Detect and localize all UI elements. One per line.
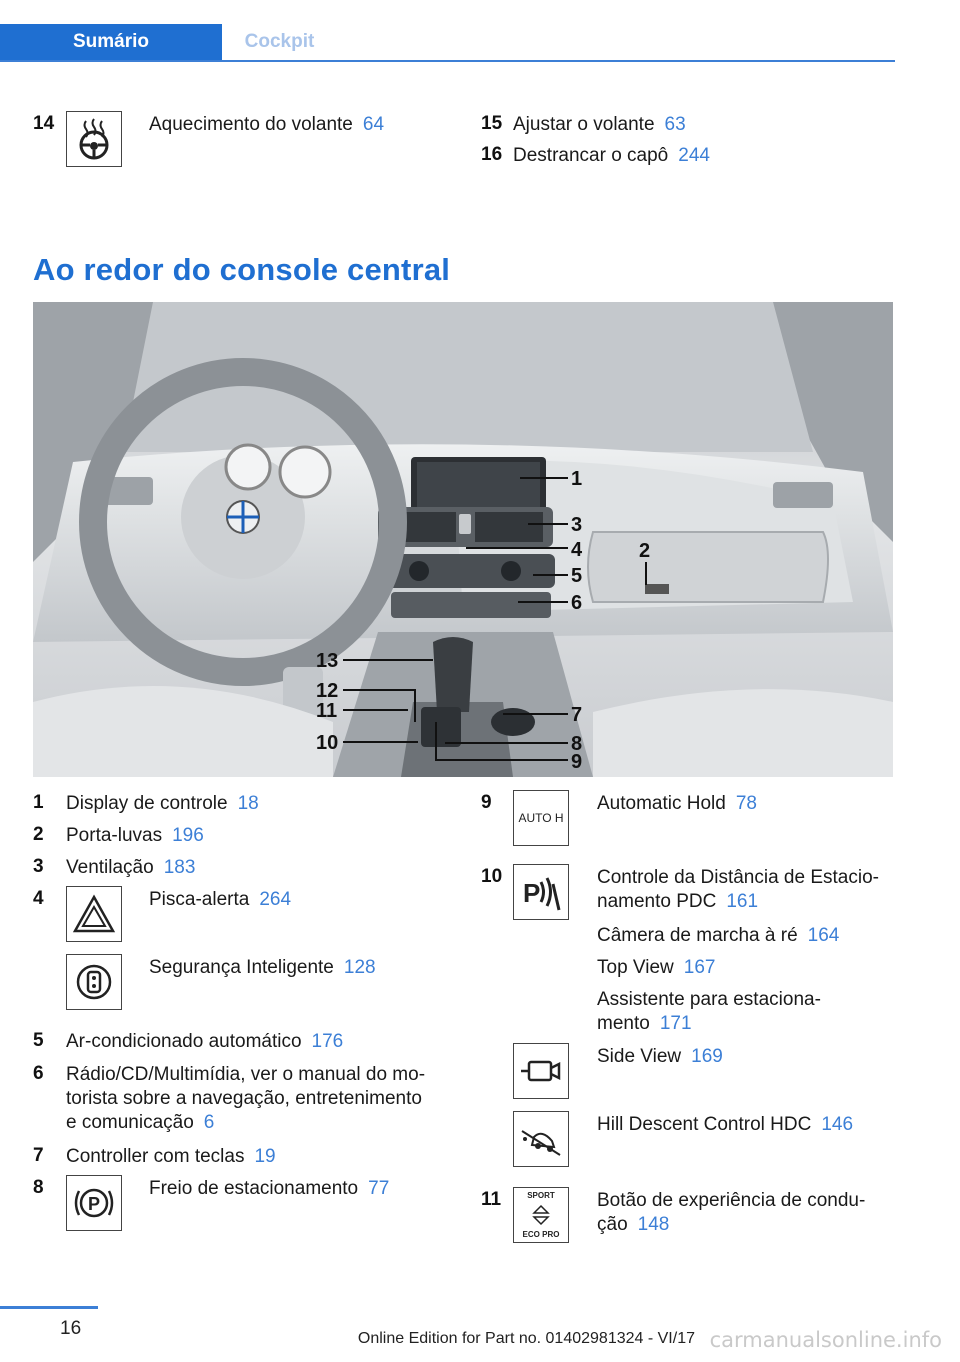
callout-9: 9 xyxy=(571,751,583,773)
page-link[interactable]: 146 xyxy=(821,1114,854,1135)
item-label: Ar-condicionado automático 176 xyxy=(66,1031,344,1052)
item-number: 1 xyxy=(33,792,44,813)
callout-5: 5 xyxy=(571,565,583,587)
item-label: Pisca-alerta 264 xyxy=(149,889,292,910)
watermark: carmanualsonline.info xyxy=(709,1328,942,1352)
intelligent-safety-icon xyxy=(66,954,122,1010)
edition-note: Online Edition for Part no. 01402981324 - VI/17 xyxy=(357,1330,695,1347)
page-link[interactable]: 63 xyxy=(664,114,686,135)
page-link[interactable]: 78 xyxy=(735,793,757,814)
item-label: Aquecimento do volante 64 xyxy=(149,114,385,135)
callout-1: 1 xyxy=(571,468,583,490)
hazard-warning-icon xyxy=(66,886,122,942)
page-link[interactable]: 19 xyxy=(254,1146,276,1167)
item-label: Top View 167 xyxy=(597,957,716,978)
item-number: 4 xyxy=(33,888,44,909)
item-label: Ventilação 183 xyxy=(66,857,196,878)
auto-hold-icon: AUTO H xyxy=(513,790,569,846)
callout-12: 12 xyxy=(316,680,339,702)
callout-11: 11 xyxy=(316,700,338,722)
page-link[interactable]: 128 xyxy=(343,957,376,978)
callout-2: 2 xyxy=(639,540,651,562)
item-number: 2 xyxy=(33,824,44,845)
callout-4: 4 xyxy=(571,539,583,561)
item-number: 5 xyxy=(33,1030,44,1051)
page-link[interactable]: 64 xyxy=(362,114,385,135)
page-link[interactable]: 6 xyxy=(203,1112,215,1133)
svg-text:P: P xyxy=(87,1194,101,1214)
item-label: Automatic Hold 78 xyxy=(597,793,757,814)
item-number: 3 xyxy=(33,856,44,877)
item-number: 10 xyxy=(481,866,503,887)
driving-experience-switch-icon: SPORT ECO PRO xyxy=(513,1187,569,1243)
page-link[interactable]: 148 xyxy=(637,1214,670,1235)
item-number: 9 xyxy=(481,792,492,813)
page-link[interactable]: 164 xyxy=(807,925,840,946)
page-link[interactable]: 167 xyxy=(683,957,716,978)
item-number: 7 xyxy=(33,1145,44,1166)
section-title: Ao redor do console central xyxy=(33,252,451,287)
item-label: Destrancar o capô 244 xyxy=(513,145,710,166)
callout-10: 10 xyxy=(316,732,339,754)
footer-rule xyxy=(0,1306,98,1309)
callout-6: 6 xyxy=(571,592,583,614)
item-number: 11 xyxy=(481,1189,502,1210)
item-number: 15 xyxy=(481,113,503,134)
item-label: Botão de experiência de condu- ção 148 xyxy=(597,1190,866,1235)
item-label: Rádio/CD/Multimídia, ver o manual do mo- torista sobre a navegação, entretenimento e comunicação 6 xyxy=(66,1064,426,1133)
item-label: Freio de estacionamento 77 xyxy=(149,1178,390,1199)
page-link[interactable]: 196 xyxy=(172,825,204,846)
item-label: Câmera de marcha à ré 164 xyxy=(597,925,840,946)
item-label: Side View 169 xyxy=(597,1046,723,1067)
page-link[interactable]: 77 xyxy=(368,1178,390,1199)
pdc-icon xyxy=(513,864,569,920)
item-label: Controller com teclas 19 xyxy=(66,1146,276,1167)
page-number: 16 xyxy=(60,1318,82,1339)
svg-text:P: P xyxy=(523,878,541,908)
steering-wheel-heating-icon xyxy=(66,111,122,167)
hill-descent-icon xyxy=(513,1111,569,1167)
page-link[interactable]: 171 xyxy=(659,1013,692,1034)
item-label: Display de controle 18 xyxy=(66,793,259,814)
side-view-camera-icon xyxy=(513,1043,569,1099)
callout-13: 13 xyxy=(316,650,339,672)
item-label: Controle da Distância de Estacio- namento PDC 161 xyxy=(597,867,879,912)
page-link[interactable]: 161 xyxy=(726,891,759,912)
tab-sumario[interactable]: Sumário xyxy=(0,24,222,60)
callout-8: 8 xyxy=(571,733,583,755)
item-number: 8 xyxy=(33,1177,44,1198)
page-link[interactable]: 176 xyxy=(311,1031,344,1052)
item-label: Segurança Inteligente 128 xyxy=(149,957,376,978)
parking-brake-icon xyxy=(66,1175,122,1231)
callout-3: 3 xyxy=(571,514,583,536)
item-number: 14 xyxy=(33,113,55,134)
callout-7: 7 xyxy=(571,704,583,726)
item-label: Porta-luvas 196 xyxy=(66,825,204,846)
item-number: 16 xyxy=(481,144,503,165)
tab-cockpit[interactable]: Cockpit xyxy=(222,24,337,60)
item-label: Assistente para estaciona- mento 171 xyxy=(597,989,821,1034)
header-tabbar xyxy=(0,24,895,62)
page-link[interactable]: 169 xyxy=(691,1046,723,1067)
item-number: 6 xyxy=(33,1063,44,1084)
item-label: Ajustar o volante 63 xyxy=(513,114,686,135)
center-console-illustration xyxy=(33,302,893,777)
page-link[interactable]: 183 xyxy=(163,857,196,878)
page-link[interactable]: 244 xyxy=(678,145,710,166)
page-link[interactable]: 18 xyxy=(237,793,259,814)
item-label: Hill Descent Control HDC 146 xyxy=(597,1114,854,1135)
page-link[interactable]: 264 xyxy=(259,889,292,910)
